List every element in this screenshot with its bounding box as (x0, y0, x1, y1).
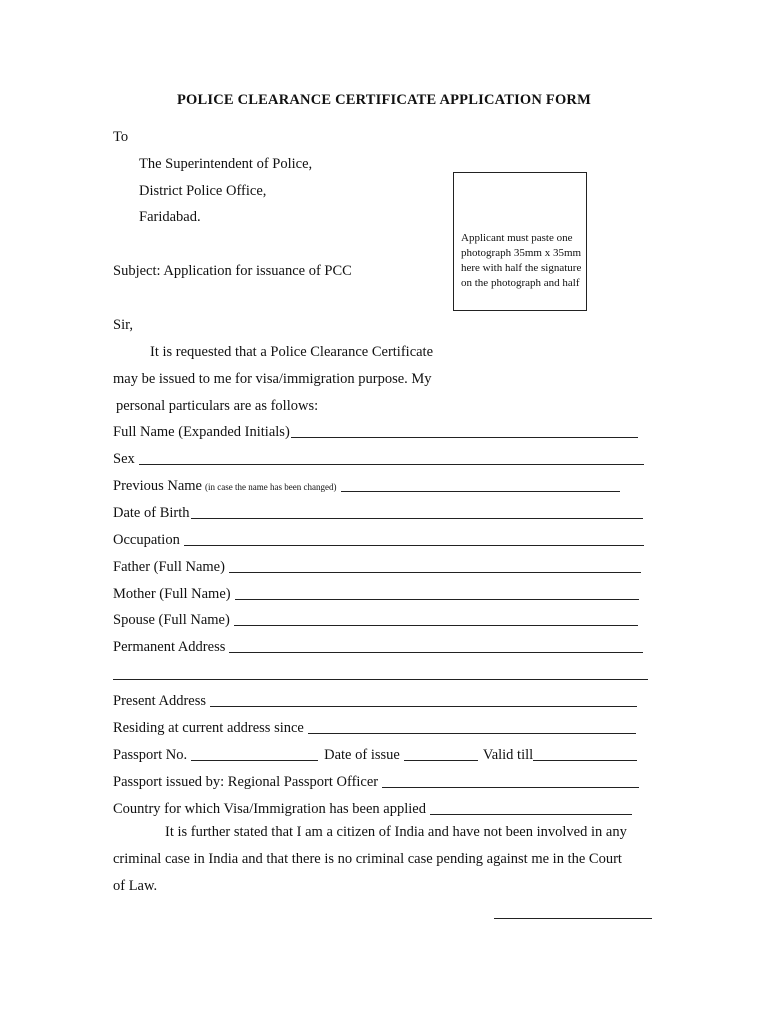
valid-till-blank[interactable] (533, 760, 637, 761)
address-to: To (113, 129, 129, 145)
passport-no-blank[interactable] (191, 760, 318, 761)
dob-label: Date of Birth (113, 505, 190, 521)
residing-since-label: Residing at current address since (113, 720, 304, 736)
field-country[interactable] (113, 798, 632, 818)
field-permanent-address[interactable] (113, 636, 643, 656)
field-spouse[interactable] (113, 609, 638, 629)
address-line-2: District Police Office, (139, 183, 267, 199)
country-label: Country for which Visa/Immigration has been applied (113, 801, 426, 817)
passport-issued-by-label: Passport issued by: Regional Passport Officer (113, 774, 379, 790)
photo-box (453, 172, 587, 311)
permanent-address-label: Permanent Address (113, 639, 226, 655)
field-passport-issued-by[interactable] (113, 771, 639, 791)
intro-line-1: It is requested that a Police Clearance Certificate (150, 344, 434, 360)
residing-since-blank[interactable] (308, 733, 636, 734)
field-mother[interactable] (113, 583, 639, 603)
father-blank[interactable] (229, 572, 641, 573)
intro-line-2: may be issued to me for visa/immigration purpose. My (113, 371, 432, 387)
passport-issued-by-blank[interactable] (382, 787, 639, 788)
previous-name-note: (in case the name has been changed) (205, 482, 337, 492)
address-line-3: Faridabad. (139, 209, 201, 225)
declaration-line-3: of Law. (113, 878, 158, 894)
declaration-line-2: criminal case in India and that there is no criminal case pending against me in the Court (113, 851, 622, 867)
present-address-blank[interactable] (210, 706, 637, 707)
field-permanent-address-line-2[interactable] (113, 663, 648, 683)
permanent-address-blank[interactable] (229, 652, 643, 653)
address-line-1: The Superintendent of Police, (139, 156, 313, 172)
page-title: POLICE CLEARANCE CERTIFICATE APPLICATION FORM (177, 92, 591, 108)
field-present-address[interactable] (113, 690, 637, 710)
intro-line-3: personal particulars are as follows: (116, 398, 319, 414)
mother-blank[interactable] (235, 599, 639, 600)
subject-line: Subject: Application for issuance of PCC (113, 263, 352, 279)
declaration-line-1: It is further stated that I am a citizen of India and have not been involved in any (165, 824, 627, 840)
country-blank[interactable] (430, 814, 632, 815)
field-dob[interactable] (113, 502, 643, 522)
field-residing-since[interactable] (113, 717, 636, 737)
signature-line[interactable] (494, 918, 652, 919)
full-name-label: Full Name (Expanded Initials) (113, 424, 290, 440)
salutation: Sir, (113, 317, 133, 333)
spouse-blank[interactable] (234, 625, 638, 626)
field-father[interactable] (113, 556, 641, 576)
mother-label: Mother (Full Name) (113, 586, 231, 602)
date-of-issue-blank[interactable] (404, 760, 478, 761)
passport-no-label: Passport No. (113, 747, 188, 763)
full-name-blank[interactable] (291, 437, 638, 438)
occupation-blank[interactable] (184, 545, 644, 546)
field-occupation[interactable] (113, 529, 644, 549)
field-previous-name[interactable] (113, 475, 620, 495)
date-of-issue-label: Date of issue (324, 747, 400, 763)
permanent-address-blank-2[interactable] (113, 679, 648, 680)
sex-blank[interactable] (139, 464, 644, 465)
field-passport[interactable] (113, 744, 637, 764)
spouse-label: Spouse (Full Name) (113, 612, 230, 628)
previous-name-blank[interactable] (341, 491, 620, 492)
photo-instruction: Applicant must paste one photograph 35mm x 35mm here with half the signature on the photograph and half (461, 232, 582, 289)
dob-blank[interactable] (191, 518, 643, 519)
present-address-label: Present Address (113, 693, 207, 709)
valid-till-label: Valid till (482, 747, 534, 763)
occupation-label: Occupation (113, 532, 180, 548)
sex-label: Sex (113, 451, 135, 467)
previous-name-label: Previous Name (113, 478, 202, 494)
field-sex[interactable] (113, 448, 644, 468)
field-full-name[interactable] (113, 421, 638, 441)
father-label: Father (Full Name) (113, 559, 225, 575)
